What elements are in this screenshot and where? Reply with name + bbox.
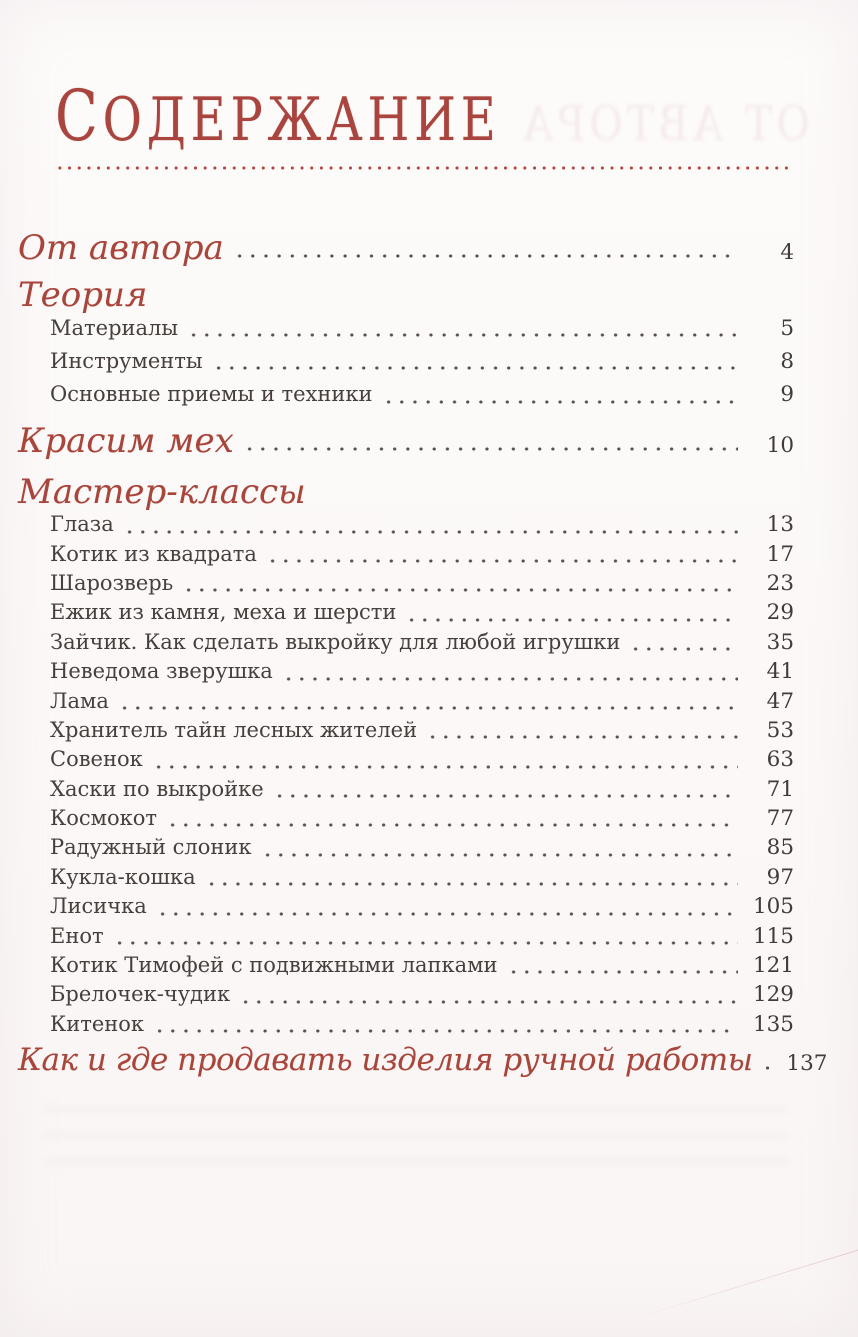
dot-leader [156, 912, 738, 916]
toc-page-number: 47 [766, 688, 794, 714]
dot-leader [261, 853, 739, 857]
dot-leader [507, 970, 738, 974]
toc-page-number: 29 [766, 600, 794, 626]
toc-entry-row [18, 628, 794, 657]
title-block [55, 75, 815, 170]
toc-page-number: 53 [766, 717, 794, 743]
toc-page-number: 97 [766, 864, 794, 890]
dot-leader [166, 823, 738, 827]
toc-entry-row [18, 510, 794, 539]
toc-entry-row [18, 951, 794, 980]
toc-page-number: 121 [752, 953, 794, 979]
toc-page-number: 137 [786, 1050, 828, 1076]
toc-page-number: 71 [766, 776, 794, 802]
toc-entry-label: Совенок [50, 747, 143, 772]
toc-page-number: 10 [766, 433, 794, 459]
toc-entry-label: Котик Тимофей с подвижными лапками [50, 953, 498, 978]
dot-leader [212, 366, 738, 370]
dot-leader [187, 333, 738, 337]
toc-section-label: Как и где продавать изделия ручной работы [18, 1041, 753, 1078]
dot-leader [182, 588, 738, 592]
toc-page-number: 105 [752, 894, 794, 920]
toc-page-number: 77 [766, 806, 794, 832]
toc-section-row [18, 1041, 828, 1078]
show-through-smudge [45, 1105, 788, 1183]
toc-page-number: 13 [766, 512, 794, 538]
toc-entry-label: Ежик из камня, меха и шерсти [50, 600, 397, 625]
toc-entry-row [18, 922, 794, 951]
toc-entry-label: Инструменты [50, 348, 203, 373]
toc-entry-row [18, 745, 794, 774]
toc-entry-label: Шарозверь [50, 570, 174, 595]
dot-leader [243, 447, 738, 451]
toc-section-label: Красим мех [18, 421, 234, 462]
toc-entry-label: Котик из квадрата [50, 541, 257, 566]
dot-leader [113, 941, 738, 945]
toc-page-number: 9 [780, 382, 794, 408]
toc-entry-row [18, 657, 794, 686]
toc-page-number: 85 [766, 835, 794, 861]
toc-entry-row [18, 775, 794, 804]
dot-leader [118, 706, 738, 710]
toc-entry-label: Радужный слоник [50, 835, 252, 860]
dot-leader [405, 618, 738, 622]
toc-entry-row [18, 833, 794, 862]
toc-entry-label: Кукла-кошка [50, 864, 196, 889]
toc-section-row [18, 230, 794, 266]
table-of-contents [18, 228, 828, 1078]
toc-page-number: 129 [752, 982, 794, 1008]
toc-entry-row [18, 598, 794, 627]
toc-page-number: 5 [780, 315, 794, 341]
dot-leader [382, 400, 738, 404]
dot-leader [266, 559, 738, 563]
toc-entry-row [18, 569, 794, 598]
toc-page-number: 41 [766, 659, 794, 685]
toc-entry-label: Зайчик. Как сделать выкройку для любой игрушки [50, 629, 621, 654]
dot-leader [205, 882, 738, 886]
page-title: СОДЕРЖАНИЕ [55, 75, 501, 157]
toc-section-label: Теория [18, 275, 148, 315]
toc-page-number: 135 [752, 1011, 794, 1037]
show-through-text: ОТ АВТОРА [518, 96, 810, 152]
toc-section-row [18, 421, 794, 462]
toc-page-number: 115 [752, 923, 794, 949]
toc-page-number: 4 [780, 240, 794, 265]
toc-entry-label: Брелочек-чудик [50, 982, 231, 1007]
dot-leader [426, 735, 738, 739]
toc-entry-row [18, 980, 794, 1009]
toc-entry-row [18, 804, 794, 833]
toc-entry-label: Енот [50, 923, 104, 948]
dot-leader [233, 254, 738, 258]
dot-leader [152, 765, 738, 769]
toc-page-number: 35 [766, 629, 794, 655]
toc-entry-label: Китенок [50, 1011, 145, 1036]
dot-leader [239, 1000, 738, 1004]
toc-entry-label: Хаски по выкройке [50, 776, 264, 801]
toc-entry-label: Хранитель тайн лесных жителей [50, 717, 418, 742]
toc-entry-row [18, 314, 794, 343]
toc-entry-label: Материалы [50, 315, 179, 340]
toc-entry-row [18, 863, 794, 892]
dot-leader [273, 794, 738, 798]
toc-entry-label: Основные приемы и техники [50, 382, 373, 407]
scan-crease-line [625, 1242, 858, 1322]
toc-entry-label: Глаза [50, 512, 114, 537]
toc-entry-label: Лама [50, 688, 109, 713]
title-dotted-rule [55, 166, 793, 170]
toc-section-row [18, 472, 794, 513]
toc-entry-row [18, 892, 794, 921]
dot-leader [282, 677, 738, 681]
toc-page-number: 8 [780, 348, 794, 374]
toc-section-label: Мастер-классы [18, 472, 306, 513]
toc-page-number: 17 [766, 541, 794, 567]
toc-entry-row [18, 347, 794, 376]
toc-entry-row [18, 540, 794, 569]
toc-entry-label: Космокот [50, 806, 158, 831]
dot-leader [153, 1029, 738, 1033]
toc-section-label: От автора [18, 228, 224, 268]
toc-entry-label: Неведома зверушка [50, 659, 273, 684]
toc-entry-row [18, 1010, 794, 1039]
toc-entry-row [18, 687, 794, 716]
toc-section-row [18, 277, 794, 313]
toc-entry-row [18, 716, 794, 745]
dot-leader [629, 647, 738, 651]
toc-entry-label: Лисичка [50, 894, 147, 919]
toc-entry-row [18, 380, 794, 409]
toc-page-number: 63 [766, 747, 794, 773]
dot-leader [123, 530, 738, 534]
toc-page-number: 23 [766, 570, 794, 596]
dot-leader [761, 1066, 771, 1070]
